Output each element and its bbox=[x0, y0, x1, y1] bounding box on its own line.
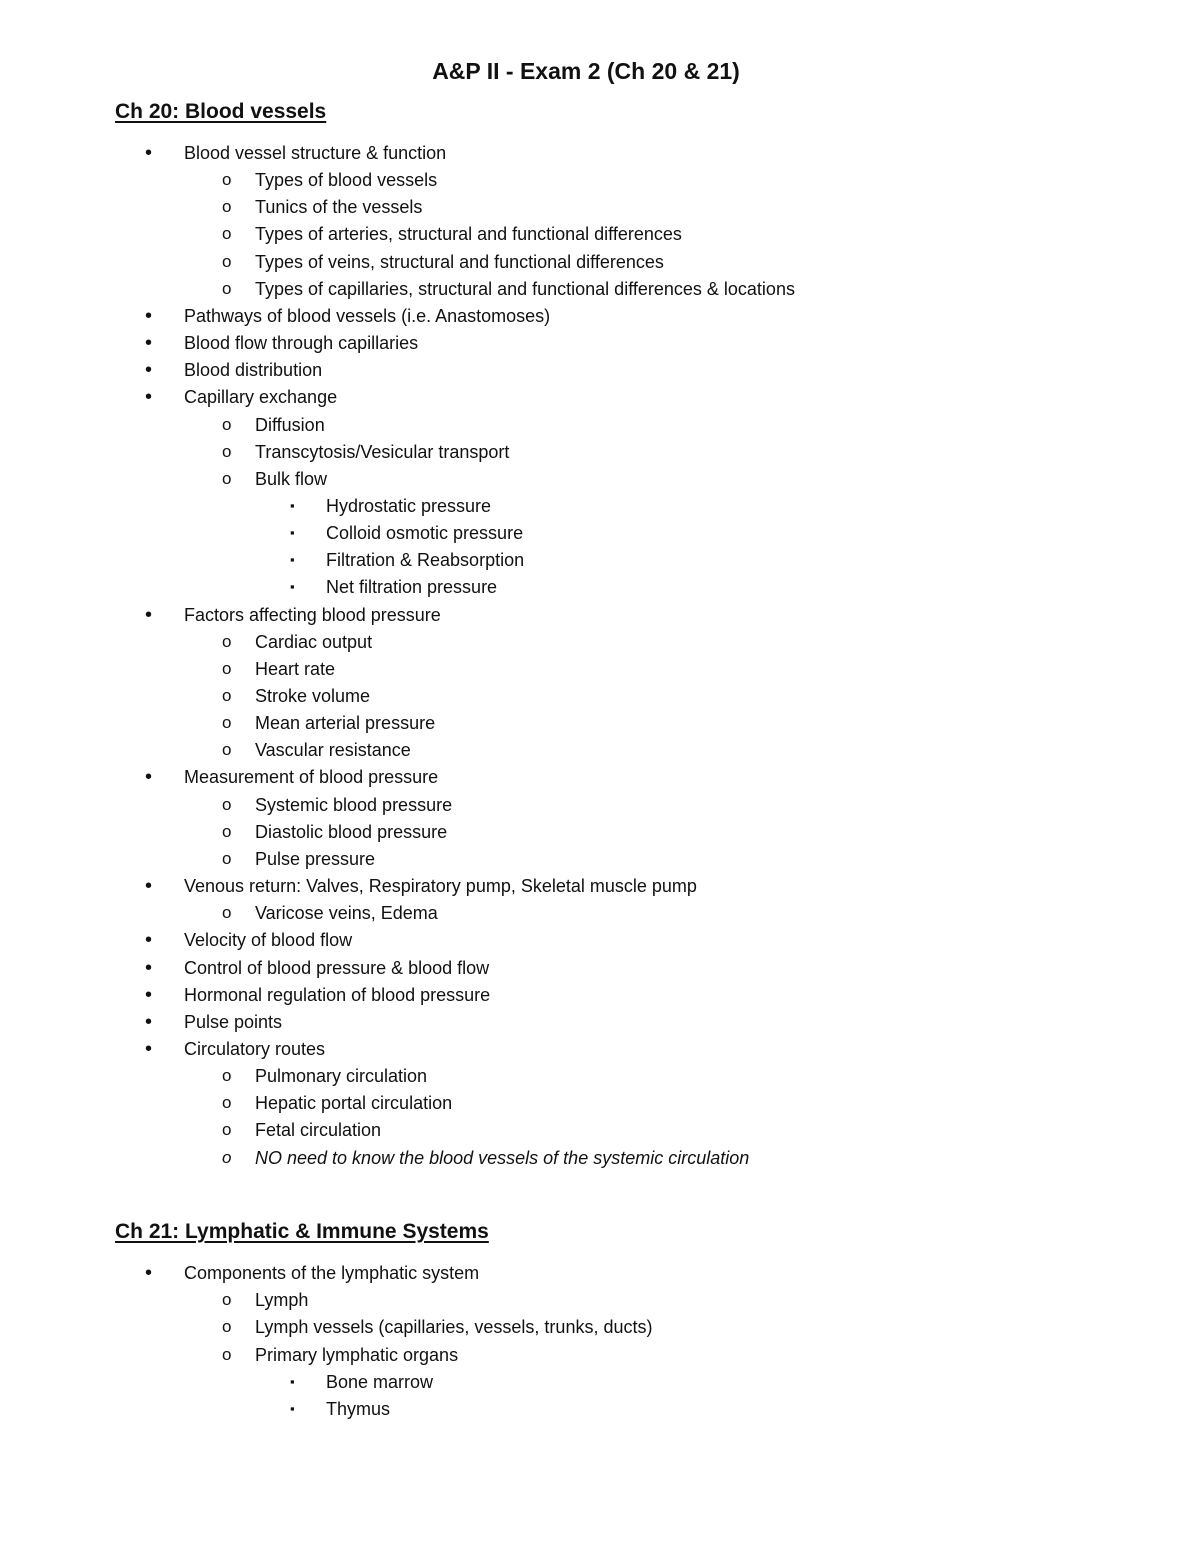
list-item-text: Heart rate bbox=[255, 658, 336, 679]
bullet-icon: • bbox=[145, 983, 153, 1006]
list-item-text: Tunics of the vessels bbox=[255, 197, 423, 218]
circle-bullet-icon: o bbox=[222, 1147, 232, 1167]
square-bullet-icon: ▪ bbox=[290, 497, 295, 513]
list-item-text: Blood vessel structure & function bbox=[184, 143, 447, 163]
list-item-text: Bone marrow bbox=[326, 1371, 434, 1392]
list-item-text: Venous return: Valves, Respiratory pump, Skeletal muscle pump bbox=[184, 876, 697, 897]
list-item-text: Lymph bbox=[255, 1290, 309, 1311]
bullet-icon: • bbox=[145, 1010, 153, 1033]
list-item-text: Velocity of blood flow bbox=[184, 930, 353, 951]
circle-bullet-icon: o bbox=[222, 1344, 232, 1364]
circle-bullet-icon: o bbox=[222, 658, 232, 678]
circle-bullet-icon: o bbox=[222, 686, 232, 705]
list-item-text: Vascular resistance bbox=[255, 740, 411, 761]
list-item-text: Circulatory routes bbox=[184, 1038, 326, 1059]
square-bullet-icon: ▪ bbox=[290, 552, 295, 568]
list-item-text: Transcytosis/Vesicular transport bbox=[255, 441, 510, 462]
list-item-text: NO need to know the blood vessels of the systemic circulation bbox=[255, 1147, 750, 1168]
list-item-text: Capillary exchange bbox=[184, 387, 338, 408]
section-heading-ch20: Ch 20: Blood vessels bbox=[115, 100, 327, 123]
list-item-text: Fetal circulation bbox=[255, 1120, 382, 1141]
bullet-icon: • bbox=[145, 1037, 153, 1060]
list-item-text: Primary lymphatic organs bbox=[255, 1344, 459, 1365]
circle-bullet-icon: o bbox=[222, 251, 232, 271]
circle-bullet-icon: o bbox=[222, 1093, 232, 1113]
list-item-text: Control of blood pressure & blood flow bbox=[184, 957, 490, 978]
list-item-text: Types of capillaries, structural and functional differences & locations bbox=[255, 278, 795, 299]
section-heading-ch21: Ch 21: Lymphatic & Immune Systems bbox=[115, 1220, 489, 1243]
list-item-text: Varicose veins, Edema bbox=[255, 903, 438, 924]
list-item-text: Diastolic blood pressure bbox=[255, 821, 448, 842]
list-item-text: Pulse pressure bbox=[255, 848, 376, 869]
list-item-text: Net filtration pressure bbox=[326, 577, 498, 598]
circle-bullet-icon: o bbox=[222, 468, 232, 488]
list-item-text: Types of blood vessels bbox=[255, 170, 438, 191]
circle-bullet-icon: o bbox=[222, 170, 232, 190]
list-item-text: Pulmonary circulation bbox=[255, 1066, 428, 1087]
circle-bullet-icon: o bbox=[222, 1290, 232, 1310]
circle-bullet-icon: o bbox=[222, 414, 232, 434]
list-item-text: Colloid osmotic pressure bbox=[326, 523, 524, 544]
square-bullet-icon: ▪ bbox=[290, 525, 295, 541]
square-bullet-icon: ▪ bbox=[290, 1401, 295, 1416]
list-item-text: Pathways of blood vessels (i.e. Anastomoses) bbox=[184, 305, 551, 326]
list-item-text: Hepatic portal circulation bbox=[255, 1093, 453, 1114]
list-item-text: Stroke volume bbox=[255, 686, 371, 706]
square-bullet-icon: ▪ bbox=[290, 579, 295, 595]
bullet-icon: • bbox=[145, 142, 153, 164]
list-item-text: Factors affecting blood pressure bbox=[184, 604, 441, 625]
list-item-text: Hormonal regulation of blood pressure bbox=[184, 984, 491, 1005]
list-item-text: Bulk flow bbox=[255, 468, 328, 489]
circle-bullet-icon: o bbox=[222, 441, 232, 461]
list-item-text: Types of veins, structural and functional differences bbox=[255, 251, 664, 272]
circle-bullet-icon: o bbox=[222, 1066, 232, 1086]
list-item-text: Lymph vessels (capillaries, vessels, trunks, ducts) bbox=[255, 1317, 653, 1338]
list-item-text: Cardiac output bbox=[255, 631, 373, 652]
circle-bullet-icon: o bbox=[222, 197, 232, 217]
bullet-icon: • bbox=[145, 766, 153, 789]
list-item-text: Types of arteries, structural and functional differences bbox=[255, 224, 682, 245]
document-title: A&P II - Exam 2 (Ch 20 & 21) bbox=[432, 58, 740, 84]
bullet-icon: • bbox=[145, 875, 153, 898]
circle-bullet-icon: o bbox=[222, 794, 232, 814]
bullet-icon: • bbox=[145, 359, 153, 382]
bullet-icon: • bbox=[145, 386, 153, 409]
list-item-text: Components of the lymphatic system bbox=[184, 1263, 480, 1283]
list-item-text: Blood distribution bbox=[184, 360, 323, 381]
circle-bullet-icon: o bbox=[222, 821, 232, 841]
circle-bullet-icon: o bbox=[222, 1317, 232, 1337]
circle-bullet-icon: o bbox=[222, 740, 232, 760]
bullet-icon: • bbox=[145, 603, 153, 626]
circle-bullet-icon: o bbox=[222, 1120, 232, 1140]
circle-bullet-icon: o bbox=[222, 713, 232, 733]
bullet-icon: • bbox=[145, 929, 153, 952]
list-item-text: Mean arterial pressure bbox=[255, 713, 436, 734]
list-item-text: Blood flow through capillaries bbox=[184, 333, 419, 354]
bullet-icon: • bbox=[145, 332, 153, 355]
circle-bullet-icon: o bbox=[222, 278, 232, 298]
list-item-text: Pulse points bbox=[184, 1011, 283, 1032]
bullet-icon: • bbox=[145, 1262, 153, 1284]
circle-bullet-icon: o bbox=[222, 848, 232, 868]
circle-bullet-icon: o bbox=[222, 903, 232, 923]
list-item-text: Systemic blood pressure bbox=[255, 794, 453, 815]
list-item-text: Diffusion bbox=[255, 414, 325, 435]
list-item-text: Filtration & Reabsorption bbox=[326, 550, 525, 571]
circle-bullet-icon: o bbox=[222, 224, 232, 244]
list-item-text: Measurement of blood pressure bbox=[184, 767, 439, 788]
list-item-text: Thymus bbox=[326, 1399, 391, 1419]
bullet-icon: • bbox=[145, 304, 153, 327]
square-bullet-icon: ▪ bbox=[290, 1373, 295, 1389]
list-item-text: Hydrostatic pressure bbox=[326, 495, 492, 516]
circle-bullet-icon: o bbox=[222, 631, 232, 651]
bullet-icon: • bbox=[145, 956, 153, 979]
